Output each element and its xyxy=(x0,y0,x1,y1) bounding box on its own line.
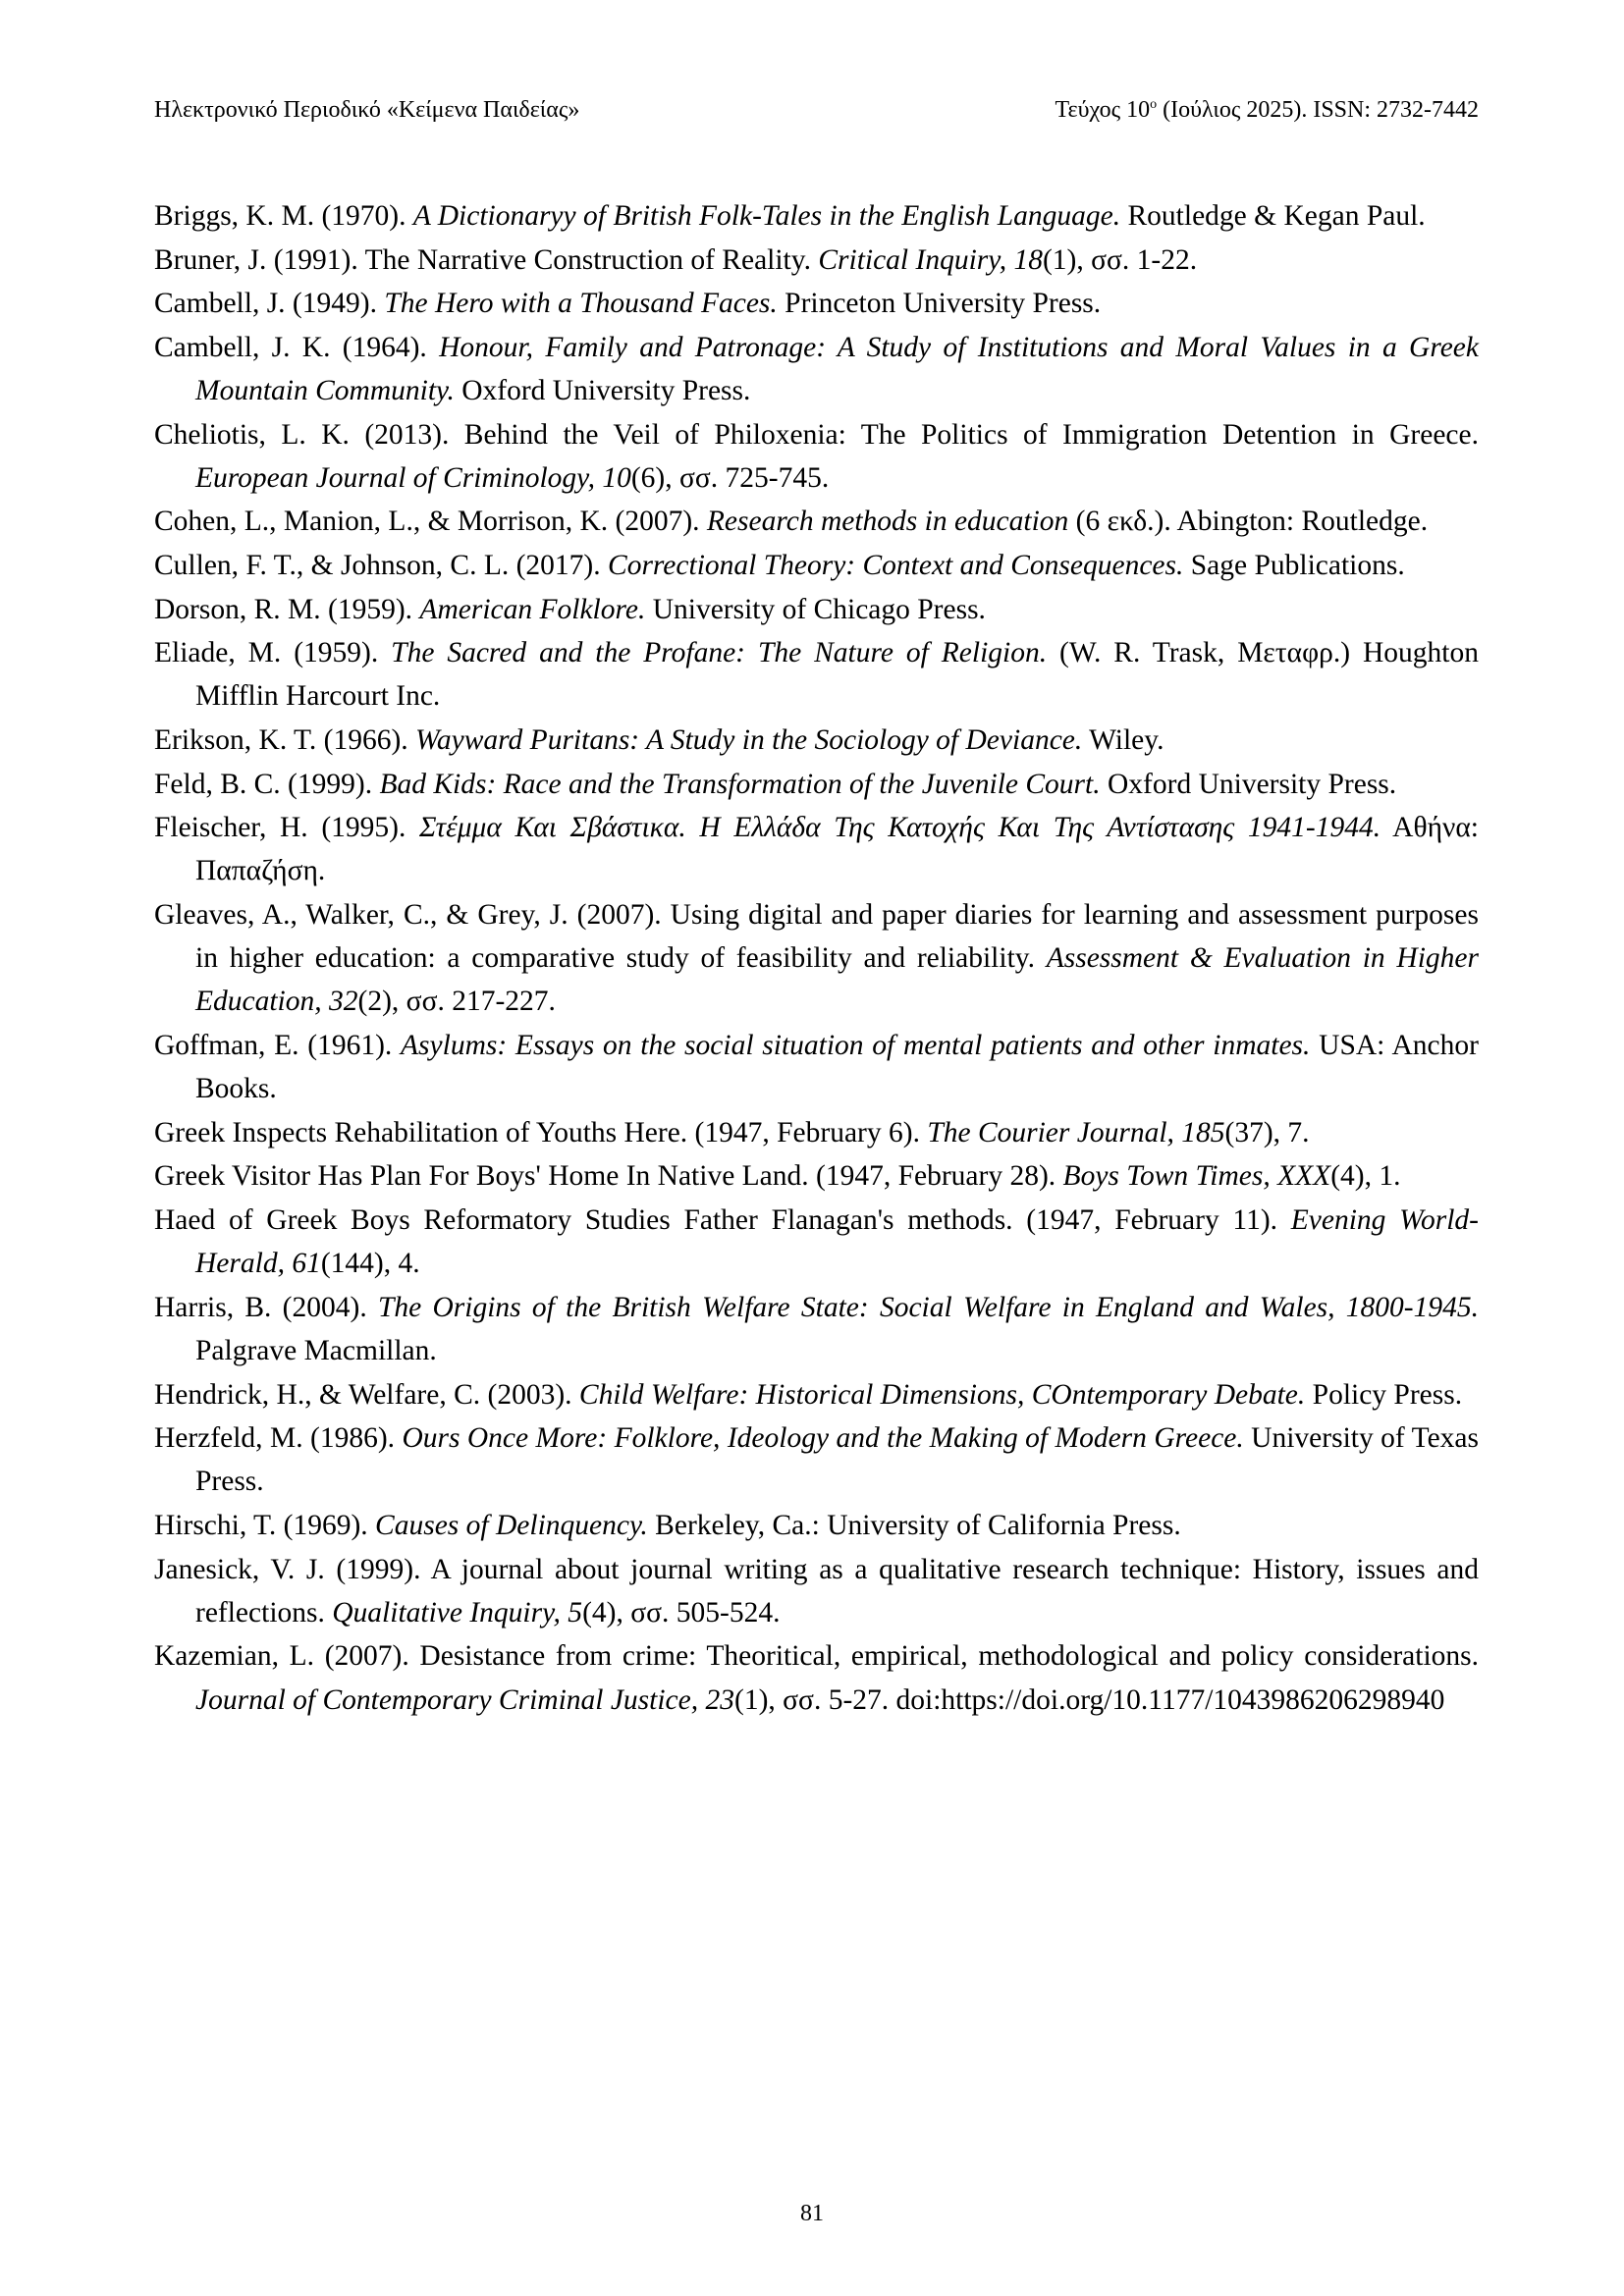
reference-title-italic: A Dictionaryy of British Folk-Tales in the English Language. xyxy=(412,200,1121,232)
reference-text: Goffman, E. (1961). xyxy=(154,1029,402,1061)
reference-entry xyxy=(154,413,1479,500)
reference-text: Policy Press. xyxy=(1305,1378,1463,1411)
reference-text: (144), 4. xyxy=(320,1248,420,1280)
issue-superscript: ο xyxy=(1150,97,1158,112)
reference-title-italic: Correctional Theory: Context and Consequences. xyxy=(608,549,1184,581)
reference-text: (37), 7. xyxy=(1224,1116,1310,1148)
reference-title-italic: The Hero with a Thousand Faces. xyxy=(384,288,778,320)
issue-prefix: Τεύχος 10 xyxy=(1055,97,1151,123)
reference-text: Greek Visitor Has Plan For Boys' Home In Native Land. (1947, February 28). xyxy=(154,1160,1063,1193)
reference-title-italic: Honour, Family and Patronage: A Study of Institutions and Moral Values in a Greek Mountain Community. xyxy=(195,331,1479,406)
reference-text: University of Chicago Press. xyxy=(645,593,986,625)
reference-text: Haed of Greek Boys Reformatory Studies Father Flanagan's methods. (1947, February 11). xyxy=(154,1203,1291,1236)
issue-info xyxy=(1056,94,1479,126)
reference-title-italic: Assessment & Evaluation in Higher Education, 32 xyxy=(195,942,1479,1018)
reference-entry xyxy=(154,1024,1479,1110)
reference-title-italic: Ours Once More: Folklore, Ideology and the Making of Modern Greece. xyxy=(402,1422,1244,1455)
reference-text: Berkeley, Ca.: University of California Press. xyxy=(647,1509,1181,1541)
reference-text: Gleaves, A., Walker, C., & Grey, J. (2007). Using digital and paper diaries for learning and assessment purposes in higher education: a comparative study of feasibility and reliability. xyxy=(154,898,1479,975)
reference-title-italic: Evening World-Herald, 61 xyxy=(195,1203,1479,1280)
reference-entry xyxy=(154,763,1479,806)
reference-text: Dorson, R. M. (1959). xyxy=(154,593,420,625)
reference-text: Routledge & Kegan Paul. xyxy=(1120,200,1426,232)
reference-entry xyxy=(154,1286,1479,1372)
reference-title-italic: The Origins of the British Welfare State: Social Welfare in England and Wales, 1800-1945. xyxy=(377,1291,1479,1323)
reference-text: Bruner, J. (1991). The Narrative Construction of Reality. xyxy=(154,243,819,276)
reference-entry xyxy=(154,194,1479,238)
reference-text: Αθήνα: Παπαζήση. xyxy=(195,812,1479,887)
reference-text: Briggs, K. M. (1970). xyxy=(154,200,413,232)
reference-entry xyxy=(154,719,1479,762)
page-header xyxy=(154,94,1479,126)
reference-text: Hirschi, T. (1969). xyxy=(154,1509,376,1541)
reference-entry xyxy=(154,500,1479,543)
reference-title-italic: Qualitative Inquiry, 5 xyxy=(332,1596,583,1629)
reference-title-italic: American Folklore. xyxy=(419,593,646,625)
reference-text: (1), σσ. 1-22. xyxy=(1042,243,1198,276)
reference-title-italic: Research methods in education xyxy=(706,506,1069,538)
reference-text: Eliade, M. (1959). xyxy=(154,637,392,669)
reference-title-italic: Wayward Puritans: A Study in the Sociology of Deviance. xyxy=(415,723,1083,756)
reference-entry xyxy=(154,1199,1479,1285)
page-number: 81 xyxy=(800,2201,824,2226)
reference-title-italic: Bad Kids: Race and the Transformation of the Juvenile Court. xyxy=(379,768,1101,800)
reference-entry xyxy=(154,588,1479,631)
reference-text: Cullen, F. T., & Johnson, C. L. (2017). xyxy=(154,549,609,581)
reference-text: Oxford University Press. xyxy=(1100,768,1397,800)
reference-entry xyxy=(154,1634,1479,1721)
reference-entry xyxy=(154,1111,1479,1154)
reference-text: Princeton University Press. xyxy=(777,288,1102,320)
reference-text: (4), 1. xyxy=(1330,1160,1401,1193)
reference-text: (4), σσ. 505-524. xyxy=(582,1596,781,1629)
reference-title-italic: The Courier Journal, 185 xyxy=(927,1116,1225,1148)
page-footer xyxy=(0,2199,1624,2228)
reference-text: Greek Inspects Rehabilitation of Youths Here. (1947, February 6). xyxy=(154,1116,928,1148)
reference-title-italic: Journal of Contemporary Criminal Justice, 23 xyxy=(195,1683,734,1716)
reference-text: University of Texas Press. xyxy=(195,1422,1479,1498)
reference-title-italic: Στέμμα Και Σβάστικα. Η Ελλάδα Της Κατοχής Και Της Αντίστασης 1941-1944. xyxy=(419,812,1381,844)
reference-entry xyxy=(154,631,1479,718)
reference-entry xyxy=(154,544,1479,587)
reference-text: Palgrave Macmillan. xyxy=(195,1334,437,1366)
issue-suffix: (Ιούλιος 2025). ISSN: 2732-7442 xyxy=(1157,97,1479,123)
reference-text: (6 εκδ.). Abington: Routledge. xyxy=(1068,506,1429,538)
reference-text: Cheliotis, L. K. (2013). Behind the Veil of Philoxenia: The Politics of Immigration Detention in Greece. xyxy=(154,418,1479,451)
reference-entry xyxy=(154,1548,1479,1634)
reference-text: Cambell, J. (1949). xyxy=(154,288,385,320)
reference-text: Janesick, V. J. (1999). A journal about journal writing as a qualitative research technique: History, issues and reflections. xyxy=(154,1553,1479,1629)
reference-text: Wiley. xyxy=(1082,723,1164,756)
reference-title-italic: Causes of Delinquency. xyxy=(375,1509,648,1541)
reference-text: (1), σσ. 5-27. doi:https://doi.org/10.1177/1043986206298940 xyxy=(734,1683,1445,1716)
reference-entry xyxy=(154,1504,1479,1547)
reference-text: (W. R. Trask, Μεταφρ.) Houghton Mifflin Harcourt Inc. xyxy=(195,637,1479,713)
reference-text: Oxford University Press. xyxy=(454,374,751,406)
reference-text: (6), σσ. 725-745. xyxy=(630,461,830,494)
reference-text: Feld, B. C. (1999). xyxy=(154,768,380,800)
reference-text: (2), σσ. 217-227. xyxy=(357,986,556,1018)
reference-text: Fleischer, H. (1995). xyxy=(154,812,420,844)
reference-title-italic: Boys Town Times, XXX xyxy=(1062,1160,1331,1193)
reference-entry xyxy=(154,326,1479,412)
reference-text: Herzfeld, M. (1986). xyxy=(154,1422,403,1455)
reference-title-italic: Child Welfare: Historical Dimensions, COntemporary Debate. xyxy=(578,1378,1306,1411)
reference-entry xyxy=(154,1373,1479,1416)
reference-title-italic: European Journal of Criminology, 10 xyxy=(195,461,631,494)
reference-text: Kazemian, L. (2007). Desistance from crime: Theoritical, empirical, methodological and policy considerations. xyxy=(154,1640,1479,1673)
reference-entry xyxy=(154,239,1479,282)
reference-title-italic: Asylums: Essays on the social situation of mental patients and other inmates. xyxy=(401,1029,1311,1061)
reference-entry xyxy=(154,1154,1479,1198)
reference-title-italic: The Sacred and the Profane: The Nature of Religion. xyxy=(391,637,1048,669)
reference-list xyxy=(154,194,1479,1722)
reference-text: Cambell, J. K. (1964). xyxy=(154,331,440,363)
reference-entry xyxy=(154,282,1479,325)
reference-text: Cohen, L., Manion, L., & Morrison, K. (2007). xyxy=(154,506,707,538)
reference-text: USA: Anchor Books. xyxy=(195,1029,1479,1105)
journal-title: Ηλεκτρονικό Περιοδικό «Κείμενα Παιδείας» xyxy=(154,97,580,123)
reference-entry xyxy=(154,806,1479,892)
reference-title-italic: Critical Inquiry, 18 xyxy=(818,243,1043,276)
reference-entry xyxy=(154,1416,1479,1503)
reference-text: Erikson, K. T. (1966). xyxy=(154,723,416,756)
reference-text: Sage Publications. xyxy=(1183,549,1405,581)
reference-text: Hendrick, H., & Welfare, C. (2003). xyxy=(154,1378,579,1411)
reference-text: Harris, B. (2004). xyxy=(154,1291,378,1323)
reference-entry xyxy=(154,893,1479,1024)
